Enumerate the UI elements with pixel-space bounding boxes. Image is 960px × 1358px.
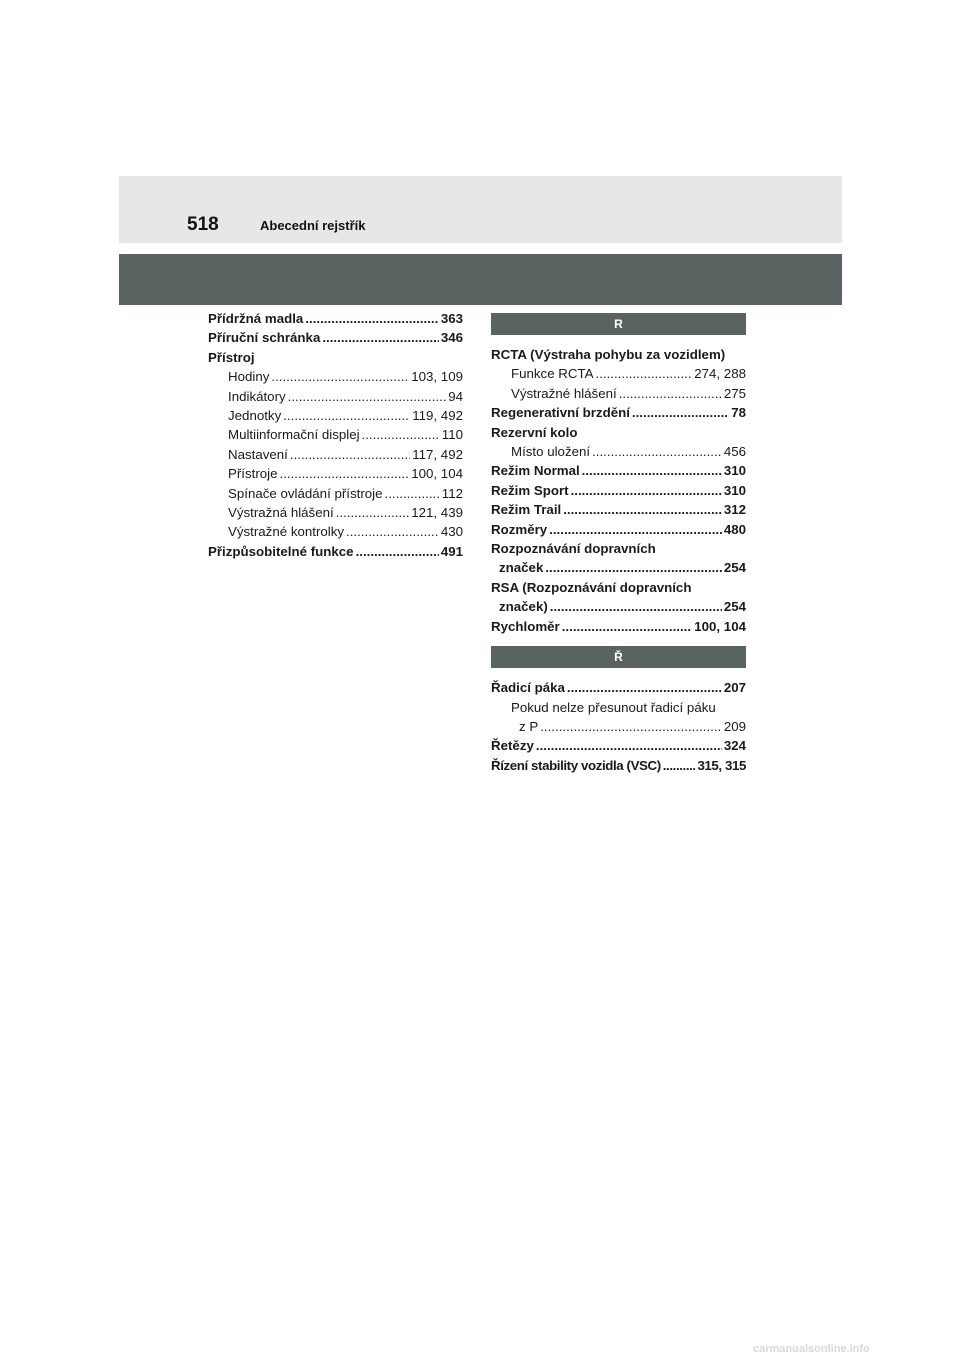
entry-label: Místo uložení	[511, 444, 591, 460]
index-heading: Přístroj	[208, 349, 255, 365]
leader-dots	[571, 481, 722, 500]
entry-label: Řadicí páka	[491, 680, 565, 696]
entry-page: 209	[723, 718, 746, 734]
entry-page: 94	[448, 388, 463, 404]
entry-label: Hodiny	[228, 369, 270, 385]
leader-dots	[271, 367, 409, 386]
index-heading: Rezervní kolo	[491, 424, 578, 440]
entry-label: Indikátory	[228, 388, 286, 404]
section-title: Abecední rejstřík	[260, 218, 366, 233]
entry-label: značek)	[499, 599, 548, 615]
index-entry[interactable]	[491, 756, 746, 775]
entry-page: 324	[723, 738, 746, 754]
leader-dots	[563, 500, 722, 519]
index-subentry[interactable]	[208, 406, 463, 425]
index-entry[interactable]	[208, 309, 463, 328]
leader-dots	[592, 442, 722, 461]
leader-dots	[362, 425, 440, 444]
entry-page: 110	[441, 427, 463, 443]
page-number: 518	[187, 214, 219, 235]
entry-label: Přizpůsobitelné funkce	[208, 543, 354, 559]
entry-label: Režim Trail	[491, 502, 562, 518]
index-entry[interactable]	[491, 461, 746, 480]
index-entry[interactable]	[491, 403, 746, 422]
entry-label: Výstražné hlášení	[511, 385, 617, 401]
entry-label: Spínače ovládání přístroje	[228, 485, 383, 501]
entry-label: Multiinformační displej	[228, 427, 360, 443]
index-subentry[interactable]	[208, 425, 463, 444]
leader-dots	[283, 406, 410, 425]
index-subentry[interactable]	[208, 387, 463, 406]
entry-label: Přístroje	[228, 466, 278, 482]
entry-page: 100, 104	[411, 466, 463, 482]
index-subentry-line1: Pokud nelze přesunout řadicí páku	[511, 699, 716, 715]
entry-page: 310	[723, 482, 746, 498]
index-entry[interactable]	[491, 678, 746, 697]
index-entry[interactable]	[491, 481, 746, 500]
entry-page: 491	[440, 543, 463, 559]
entry-label: Rozměry	[491, 521, 548, 537]
index-column-right	[491, 313, 746, 775]
index-subentry[interactable]	[491, 384, 746, 403]
index-subentry[interactable]	[208, 484, 463, 503]
leader-dots	[663, 756, 696, 775]
leader-dots	[322, 328, 438, 347]
index-entry[interactable]	[491, 736, 746, 755]
index-entry[interactable]	[208, 542, 463, 561]
index-subentry[interactable]	[491, 717, 746, 736]
letter-section-bar: R	[491, 313, 746, 335]
entry-page: 275	[723, 385, 746, 401]
index-heading: RCTA (Výstraha pohybu za vozidlem)	[491, 347, 726, 362]
leader-dots	[288, 387, 447, 406]
entry-page: 207	[723, 680, 746, 696]
entry-label: Řízení stability vozidla (VSC)	[491, 757, 661, 773]
leader-dots	[545, 558, 721, 577]
leader-dots	[346, 522, 439, 541]
entry-label: Režim Normal	[491, 463, 580, 479]
leader-dots	[596, 364, 693, 383]
entry-page: 312	[723, 502, 746, 518]
index-entry-line1: RSA (Rozpoznávání dopravních	[491, 579, 692, 595]
entry-page: 254	[723, 560, 746, 576]
index-entry[interactable]	[491, 597, 746, 616]
index-subentry[interactable]	[208, 367, 463, 386]
leader-dots	[290, 445, 410, 464]
leader-dots	[540, 717, 722, 736]
entry-page: 480	[723, 521, 746, 537]
header-band	[119, 176, 842, 243]
entry-page: 103, 109	[411, 369, 463, 385]
entry-page: 430	[440, 524, 463, 540]
index-subentry[interactable]	[208, 464, 463, 483]
index-entry[interactable]	[208, 328, 463, 347]
index-column-left	[208, 309, 463, 561]
leader-dots	[536, 736, 722, 755]
entry-label: Výstražná hlášení	[228, 505, 334, 521]
leader-dots	[567, 678, 722, 697]
leader-dots	[280, 464, 410, 483]
index-entry[interactable]	[491, 617, 746, 636]
leader-dots	[385, 484, 440, 503]
entry-label: z P	[519, 718, 539, 734]
entry-label: Řetězy	[491, 738, 534, 754]
entry-page: 310	[723, 463, 746, 479]
watermark: carmanualsonline.info	[753, 1343, 870, 1355]
leader-dots	[549, 520, 722, 539]
index-entry-line1: Rozpoznávání dopravních	[491, 541, 656, 557]
index-subentry[interactable]	[208, 445, 463, 464]
index-entry[interactable]	[491, 558, 746, 577]
entry-label: Rychloměr	[491, 618, 560, 634]
entry-label: Přídržná madla	[208, 311, 304, 326]
dark-band	[119, 254, 842, 305]
entry-label: Režim Sport	[491, 482, 569, 498]
letter-section-bar: Ř	[491, 646, 746, 668]
leader-dots	[336, 503, 410, 522]
entry-page: 117, 492	[412, 446, 463, 462]
entry-label: Funkce RCTA	[511, 366, 594, 382]
entry-page: 346	[440, 330, 463, 346]
entry-page: 112	[441, 485, 463, 501]
leader-dots	[619, 384, 722, 403]
entry-page: 254	[723, 599, 746, 615]
entry-page: 274, 288	[694, 366, 746, 382]
leader-dots	[550, 597, 722, 616]
entry-label: Regenerativní brzdění	[491, 405, 630, 421]
leader-dots	[305, 309, 438, 328]
entry-label: Příruční schránka	[208, 330, 321, 346]
entry-label: Výstražné kontrolky	[228, 524, 345, 540]
entry-page: 119, 492	[412, 408, 463, 424]
index-subentry[interactable]	[208, 522, 463, 541]
entry-page: 363	[440, 311, 463, 326]
leader-dots	[582, 461, 722, 480]
leader-dots	[632, 403, 729, 422]
entry-label: značek	[499, 560, 544, 576]
index-entry[interactable]	[491, 500, 746, 519]
entry-page: 121, 439	[411, 505, 463, 521]
entry-page: 456	[723, 444, 746, 460]
index-subentry[interactable]	[491, 442, 746, 461]
index-entry[interactable]	[491, 520, 746, 539]
entry-page: 78	[731, 405, 746, 421]
leader-dots	[356, 542, 439, 561]
index-subentry[interactable]	[491, 364, 746, 383]
index-subentry[interactable]	[208, 503, 463, 522]
entry-label: Jednotky	[228, 408, 282, 424]
entry-page: 100, 104	[694, 618, 746, 634]
leader-dots	[562, 617, 693, 636]
entry-label: Nastavení	[228, 446, 288, 462]
entry-page: 315, 315	[697, 757, 746, 773]
